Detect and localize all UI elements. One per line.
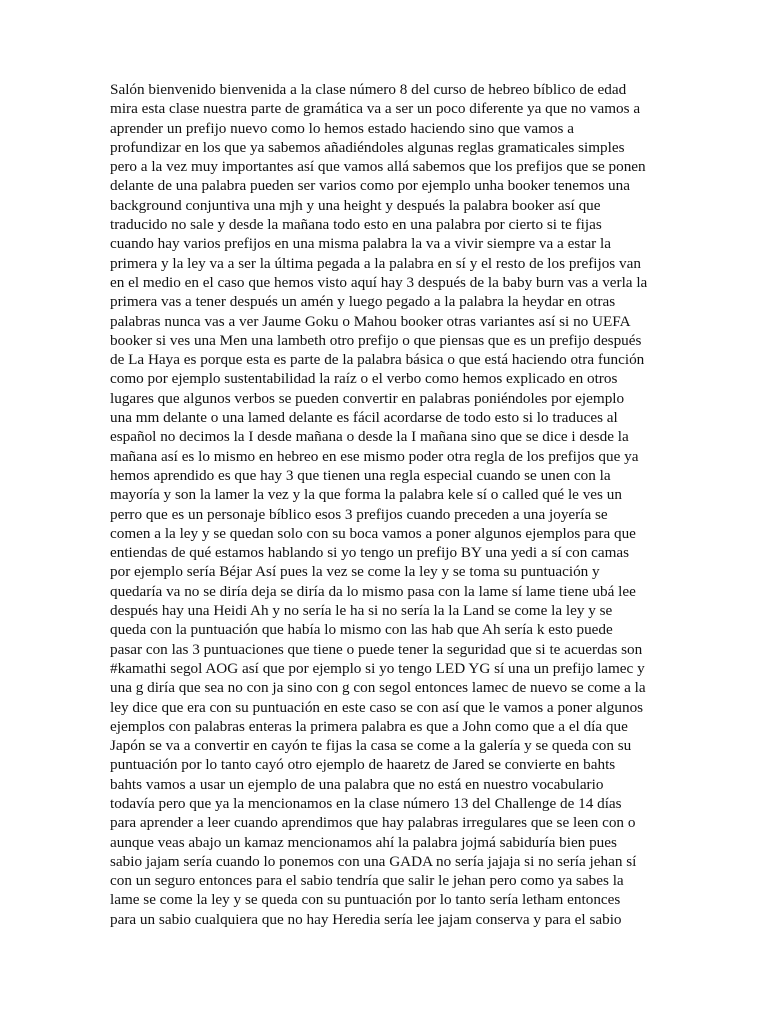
text-line: ejemplos con palabras enteras la primera palabra es que a John como que a el día que [110,717,628,735]
text-line: cuando hay varios prefijos en una misma palabra la va a vivir siempre va a estar la [110,235,611,253]
text-line: en el medio en el caso que hemos visto aquí hay 3 después de la baby burn vas a verla la [110,273,648,291]
text-line: mira esta clase nuestra parte de gramática va a ser un poco diferente ya que no vamos a [110,100,641,118]
text-line: lame se come la ley y se queda con su puntuación por lo tanto sería letham entonces [110,891,621,909]
text-line: profundizar en los que ya sabemos añadiéndoles algunas reglas gramaticales simples [110,138,625,156]
text-line: primera vas a tener después un amén y luego pegado a la palabra la heydar en otras [110,293,616,311]
text-line: queda con la puntuación que había lo mismo con las hab que Ah sería k esto puede [110,621,613,639]
text-line: pero a la vez muy importantes así que vamos allá sabemos que los prefijos que se ponen [110,158,646,176]
text-line: para aprender a leer cuando aprendimos que hay palabras irregulares que se leen con o [110,814,636,832]
text-line: todavía pero que ya la mencionamos en la clase número 13 del Challenge de 14 días [110,794,622,812]
text-line: delante de una palabra pueden ser varios como por ejemplo unha booker tenemos una [110,177,630,195]
text-line: bahts vamos a usar un ejemplo de una palabra que no está en nuestro vocabulario [110,775,604,793]
text-line: booker si ves una Men una lambeth otro prefijo o que piensas que es un prefijo después [110,331,642,349]
text-line: con un seguro entonces para el sabio tendría que salir le jehan pero como ya sabes la [110,872,624,890]
text-line: comen a la ley y se quedan solo con su boca vamos a poner algunos ejemplos para que [110,524,636,542]
text-line: después hay una Heidi Ah y no sería le ha si no sería la la Land se come la ley y se [110,602,613,620]
text-line: para un sabio cualquiera que no hay Heredia sería lee jajam conserva y para el sabio [110,910,622,928]
text-line: hemos aprendido es que hay 3 que tienen una regla especial cuando se unen con la [110,466,611,484]
text-line: primera y la ley va a ser la última pegada a la palabra en sí y el resto de los prefijos van [110,254,641,272]
text-line: quedaría va no se diría deja se diría da lo mismo pasa con la lame sí lame tiene ubá lee [110,582,636,600]
text-line: sabio jajam sería cuando lo ponemos con una GADA no sería jajaja si no sería jehan sí [110,852,637,870]
text-line: perro que es un personaje bíblico esos 3 prefijos cuando preceden a una joyería se [110,505,608,523]
text-line: entiendas de qué estamos hablando si yo tengo un prefijo BY una yedi a sí con camas [110,544,630,562]
text-line: mayoría y son la lamer la vez y la que forma la palabra kele sí o called qué le ves un [110,486,622,504]
text-line: puntuación por lo tanto cayó otro ejemplo de haaretz de Jared se convierte en bahts [110,756,616,774]
text-line: de La Haya es porque esta es parte de la palabra básica o que está haciendo otra función [110,351,645,369]
text-line: traducido no sale y desde la mañana todo esto en una palabra por cierto si te fijas [110,216,602,234]
text-line: una g diría que sea no con ja sino con g con segol entonces lamec de nuevo se come a la [110,679,646,697]
text-line: por ejemplo sería Béjar Así pues la vez se come la ley y se toma su puntuación y [110,563,600,581]
text-line: mañana así es lo mismo en hebreo en ese mismo poder otra regla de los prefijos que ya [110,447,639,465]
text-line: lugares que algunos verbos se pueden convertir en palabras poniéndoles por ejemplo [110,389,625,407]
text-line: aprender un prefijo nuevo como lo hemos estado haciendo sino que vamos a [110,119,574,137]
text-line: palabras nunca vas a ver Jaume Goku o Mahou booker otras variantes así si no UEFA [110,312,631,330]
text-line: una mm delante o una lamed delante es fácil acordarse de todo esto si lo traduces al [110,409,618,427]
text-line: background conjuntiva una mjh y una height y después la palabra booker así que [110,196,601,214]
text-line: español no decimos la I desde mañana o desde la I mañana sino que se dice i desde la [110,428,629,446]
text-line: #kamathi segol AOG así que por ejemplo si yo tengo LED YG sí una un prefijo lamec y [110,659,645,677]
text-line: pasar con las 3 puntuaciones que tiene o puede tener la seguridad que si te acuerdas son [110,640,643,658]
text-line: como por ejemplo sustentabilidad la raíz o el verbo como hemos explicado en otros [110,370,618,388]
transcript-text [110,80,670,929]
text-line: Salón bienvenido bienvenida a la clase número 8 del curso de hebreo bíblico de edad [110,81,627,98]
text-line: ley dice que era con su puntuación en este caso se con así que le vamos a poner algunos [110,698,644,716]
text-line: Japón se va a convertir en cayón te fijas la casa se come a la galería y se queda con su [110,737,632,755]
text-line: aunque veas abajo un kamaz mencionamos ahí la palabra jojmá sabiduría bien pues [110,833,617,851]
